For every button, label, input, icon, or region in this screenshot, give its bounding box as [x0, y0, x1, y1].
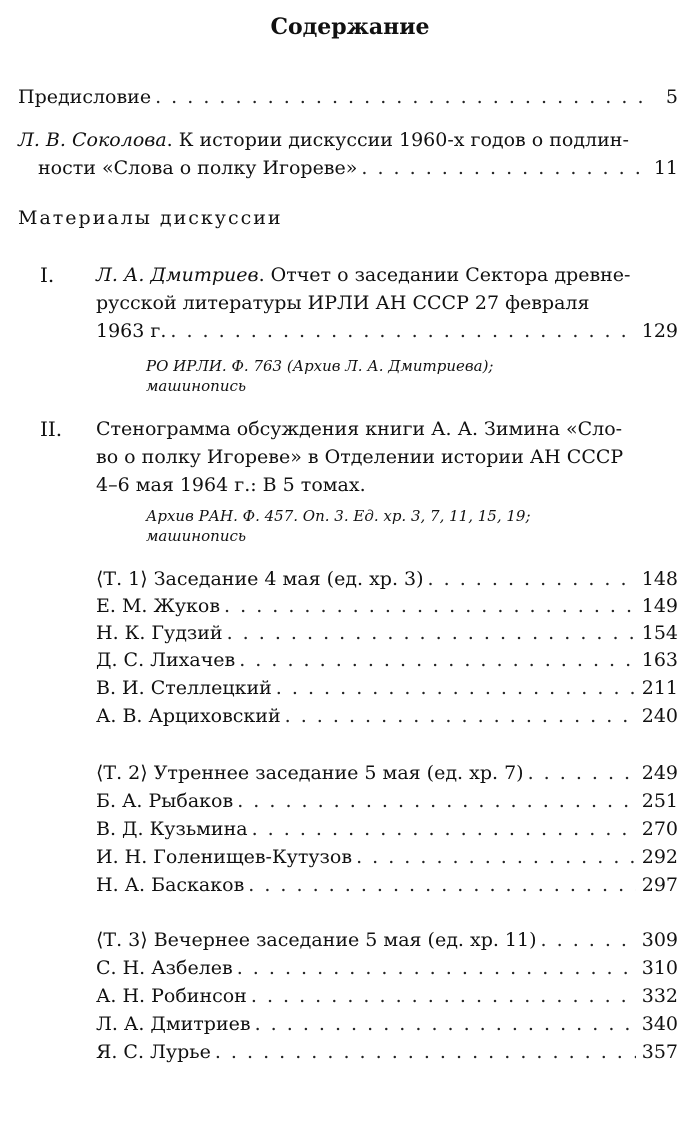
leader-dots: [237, 788, 636, 815]
toc-entry-label: Я. С. Лурье: [96, 1041, 211, 1063]
toc-page-number: 129: [641, 320, 678, 342]
toc-page-number: 251: [641, 790, 678, 812]
entry-title-part: . К истории дискуссии 1960-х годов о подлин-: [166, 129, 629, 151]
toc-page-number: 149: [641, 595, 678, 617]
section1-line1[interactable]: [96, 262, 630, 289]
toc-entry-label: Н. К. Гудзий: [96, 622, 223, 644]
toc-entry[interactable]: [96, 788, 678, 815]
leader-dots: [239, 647, 636, 674]
toc-entry-preface[interactable]: [18, 84, 678, 111]
toc-entry[interactable]: [96, 955, 678, 982]
leader-dots: [224, 593, 636, 620]
section2-line2: во о полку Игореве» в Отделении истории АН СССР: [96, 446, 624, 468]
leader-dots: [251, 983, 636, 1010]
section2-line3: 4–6 мая 1964 г.: В 5 томах.: [96, 474, 366, 496]
toc-entry[interactable]: [96, 927, 678, 954]
toc-page-number: 11: [653, 157, 678, 179]
section2-line1: Стенограмма обсуждения книги А. А. Зимина «Сло-: [96, 418, 623, 440]
toc-page-number: 310: [641, 957, 678, 979]
toc-page-number: 309: [641, 929, 678, 951]
leader-dots: [428, 566, 636, 593]
toc-page-number: 270: [641, 818, 678, 840]
toc-entry[interactable]: [96, 760, 678, 787]
leader-dots: [361, 155, 642, 182]
leader-dots: [227, 620, 636, 647]
toc-entry-label: С. Н. Азбелев: [96, 957, 233, 979]
toc-page-number: 240: [641, 705, 678, 727]
toc-entry-label: ⟨Т. 2⟩ Утреннее заседание 5 мая (ед. хр. 7): [96, 762, 524, 784]
toc-page-number: 292: [641, 846, 678, 868]
toc-page-number: 5: [665, 86, 678, 108]
toc-entry-label: Е. М. Жуков: [96, 595, 221, 617]
leader-dots: [248, 872, 635, 899]
leader-dots: [276, 675, 636, 702]
source-note-1: РО ИРЛИ. Ф. 763 (Архив Л. А. Дмитриева);: [146, 357, 494, 375]
toc-entry-label: ности «Слова о полку Игореве»: [38, 157, 358, 179]
toc-entry-label: В. И. Стеллецкий: [96, 677, 272, 699]
toc-entry-label: А. Н. Робинсон: [96, 985, 247, 1007]
toc-entry-label: ⟨Т. 3⟩ Вечернее заседание 5 мая (ед. хр. 11): [96, 929, 537, 951]
toc-entry[interactable]: [96, 1011, 678, 1038]
toc-page-number: 163: [641, 649, 678, 671]
toc-page-number: 154: [641, 622, 678, 644]
section1-line2: русской литературы ИРЛИ АН СССР 27 февраля: [96, 292, 590, 314]
toc-entry[interactable]: [96, 872, 678, 899]
toc-entry-label: А. В. Арциховский: [96, 705, 281, 727]
toc-entry-label: Предисловие: [18, 86, 152, 108]
toc-page-number: 357: [641, 1041, 678, 1063]
leader-dots: [356, 844, 636, 871]
entry-title-part: . Отчет о заседании Сектора древне-: [258, 264, 631, 286]
toc-entry-label: Н. А. Баскаков: [96, 874, 245, 896]
leader-dots: [255, 1011, 636, 1038]
leader-dots: [215, 1039, 636, 1066]
toc-page-number: 297: [641, 874, 678, 896]
toc-page-number: 148: [641, 568, 678, 590]
author-name: Л. А. Дмитриев: [96, 264, 259, 286]
toc-page-number: 332: [641, 985, 678, 1007]
toc-entry[interactable]: [96, 703, 678, 730]
source-note-2: машинопись: [146, 377, 247, 395]
toc-entry-label: Б. А. Рыбаков: [96, 790, 234, 812]
toc-entry[interactable]: [96, 675, 678, 702]
toc-entry-label: 1963 г.: [96, 320, 167, 342]
author-name: Л. В. Соколова: [18, 129, 167, 151]
source-note-3: Архив РАН. Ф. 457. Оп. 3. Ед. хр. 3, 7, 11, 15, 19;: [146, 507, 531, 525]
page-title: Содержание: [270, 14, 430, 40]
toc-page-number: 249: [641, 762, 678, 784]
toc-entry-label: В. Д. Кузьмина: [96, 818, 248, 840]
toc-page-number: 211: [641, 677, 678, 699]
leader-dots: [170, 318, 635, 345]
source-note-4: машинопись: [146, 527, 247, 545]
toc-entry[interactable]: [96, 620, 678, 647]
section-heading: Материалы дискуссии: [18, 207, 283, 229]
toc-entry[interactable]: [96, 816, 678, 843]
leader-dots: [252, 816, 636, 843]
toc-entry-label: Д. С. Лихачев: [96, 649, 236, 671]
section-numeral-1: I.: [40, 263, 55, 287]
leader-dots: [541, 927, 636, 954]
toc-entry-label: И. Н. Голенищев-Кутузов: [96, 846, 353, 868]
toc-entry-sokolova-line2[interactable]: [38, 155, 678, 182]
leader-dots: [528, 760, 636, 787]
toc-entry[interactable]: [96, 593, 678, 620]
toc-entry[interactable]: [96, 1039, 678, 1066]
leader-dots: [237, 955, 636, 982]
section-numeral-2: II.: [40, 417, 63, 441]
toc-entry-label: Л. А. Дмитриев: [96, 1013, 251, 1035]
section1-line3[interactable]: [96, 318, 678, 345]
toc-entry-label: ⟨Т. 1⟩ Заседание 4 мая (ед. хр. 3): [96, 568, 424, 590]
leader-dots: [285, 703, 636, 730]
toc-page-number: 340: [641, 1013, 678, 1035]
toc-entry[interactable]: [96, 566, 678, 593]
toc-entry[interactable]: [96, 647, 678, 674]
toc-entry[interactable]: [96, 844, 678, 871]
toc-entry-sokolova-line1[interactable]: [18, 127, 629, 154]
leader-dots: [155, 84, 642, 111]
toc-entry[interactable]: [96, 983, 678, 1010]
